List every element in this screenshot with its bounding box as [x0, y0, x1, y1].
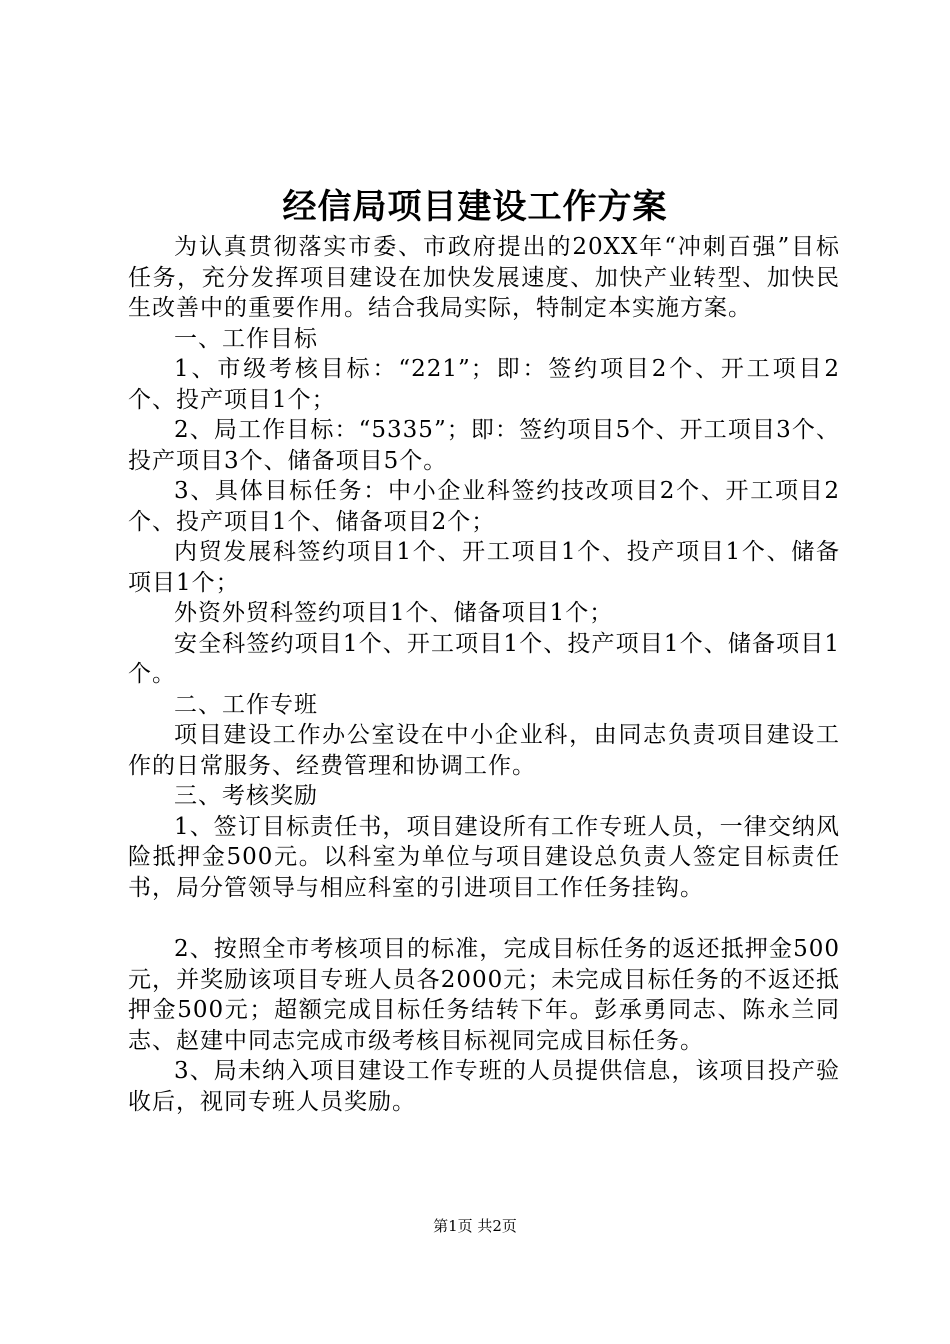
paragraph-goal-2: 2、局工作目标：“5335”；即：签约项目5个、开工项目3个、投产项目3个、储备项目5个。 [128, 417, 840, 474]
paragraph-goal-3: 3、具体目标任务：中小企业科签约技改项目2个、开工项目2个、投产项目1个、储备项目2个； [128, 478, 840, 535]
paragraph-reward-2: 2、按照全市考核项目的标准，完成目标任务的返还抵押金500元，并奖励该项目专班人员各2000元；未完成目标任务的不返还抵押金500元；超额完成目标任务结转下年。彭承勇同志、陈永兰同志、赵建中同志完成市级考核目标视同完成目标任务。 [128, 936, 840, 1054]
paragraph-reward-3: 3、局未纳入项目建设工作专班的人员提供信息，该项目投产验收后，视同专班人员奖励。 [128, 1058, 840, 1115]
paragraph-reward-1: 1、签订目标责任书，项目建设所有工作专班人员，一律交纳风险抵押金500元。以科室为单位与项目建设总负责人签定目标责任书，局分管领导与相应科室的引进项目工作任务挂钩。 [128, 813, 840, 901]
page-footer: 第1页 共2页 [433, 1217, 517, 1235]
paragraph-team: 项目建设工作办公室设在中小企业科，由同志负责项目建设工作的日常服务、经费管理和协调工作。 [128, 722, 840, 779]
paragraph-goal-trade: 内贸发展科签约项目1个、开工项目1个、投产项目1个、储备项目1个； [128, 539, 840, 596]
paragraph-goal-foreign: 外资外贸科签约项目1个、储备项目1个； [174, 600, 614, 626]
section-heading-rewards: 三、考核奖励 [174, 783, 318, 809]
document-title: 经信局项目建设工作方案 [282, 187, 668, 227]
document-body [128, 232, 840, 1117]
section-heading-goals: 一、工作目标 [174, 325, 318, 352]
paragraph-goal-safety: 安全科签约项目1个、开工项目1个、投产项目1个、储备项目1个。 [128, 630, 840, 687]
paragraph-intro: 为认真贯彻落实市委、市政府提出的20XX年“冲刺百强”目标任务，充分发挥项目建设在加快发展速度、加快产业转型、加快民生改善中的重要作用。结合我局实际，特制定本实施方案。 [128, 234, 840, 321]
paragraph-goal-1: 1、市级考核目标：“221”；即：签约项目2个、开工项目2个、投产项目1个； [128, 356, 840, 413]
section-heading-team: 二、工作专班 [174, 691, 318, 718]
